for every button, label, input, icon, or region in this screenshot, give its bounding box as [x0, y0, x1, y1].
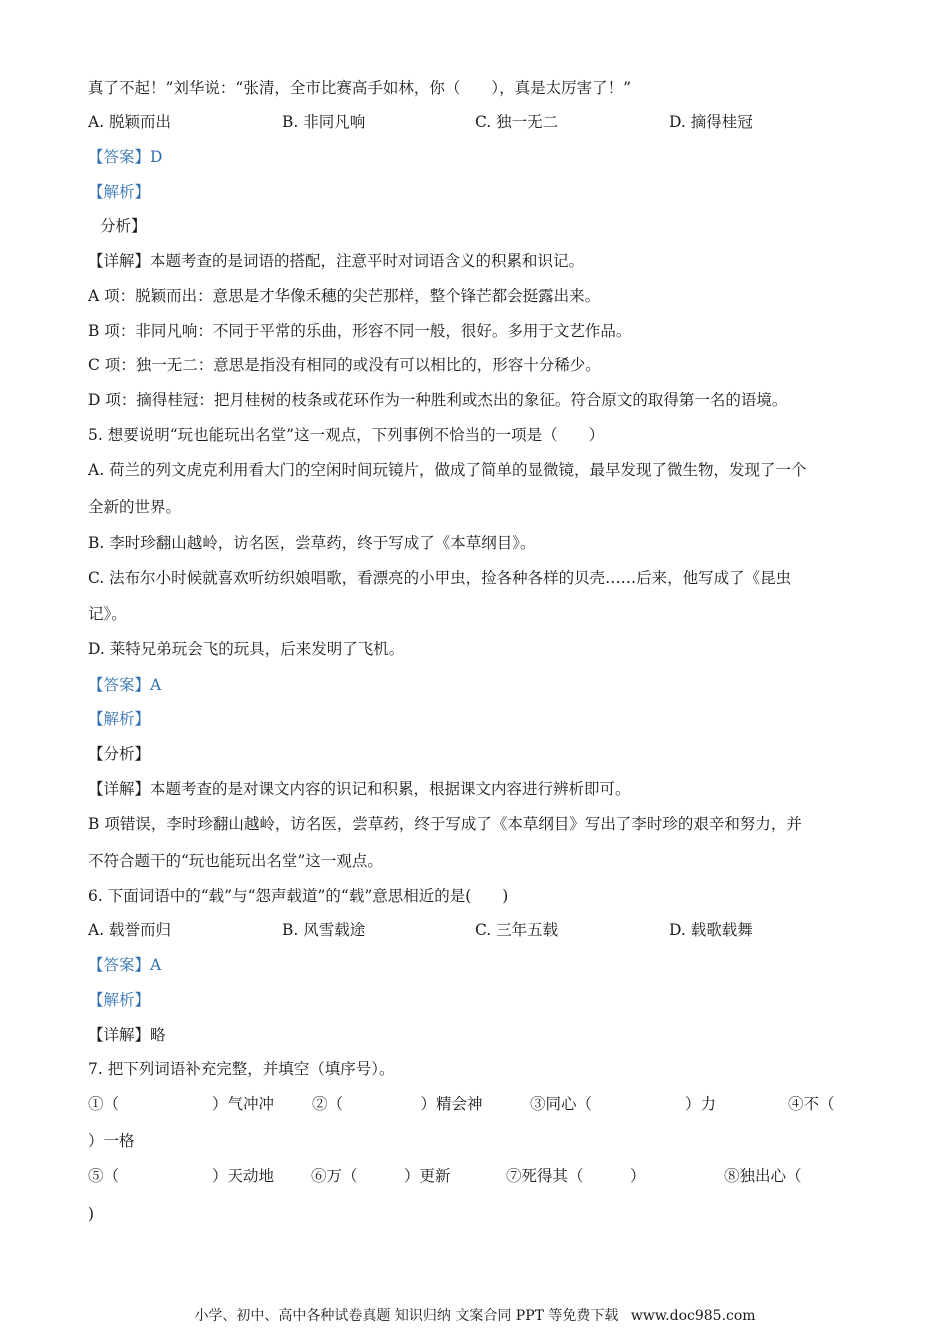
q5-option-b: B. 李时珍翻山越岭，访名医，尝草药，终于写成了《本草纲目》。: [88, 534, 536, 552]
q7-item-7: ⑦死得其（ ）: [506, 1167, 646, 1185]
q5-stem: 5. 想要说明“玩也能玩出名堂”这一观点，下列事例不恰当的一项是（ ）: [88, 426, 605, 444]
q6-detail: 【详解】略: [88, 1026, 166, 1044]
q7-item-4: ④不（: [788, 1095, 835, 1113]
q5-fenxi-heading: 【分析】: [88, 745, 151, 763]
q7-row-1: [88, 1093, 868, 1115]
q5-answer: 【答案】A: [88, 676, 162, 694]
q7-item-2: ②（ ）精会神: [312, 1095, 483, 1113]
footer-text: 小学、初中、高中各种试卷真题 知识归纳 文案合同 PPT 等免费下载: [194, 1308, 619, 1324]
q5-explain-line1: B 项错误，李时珍翻山越岭，访名医，尝草药，终于写成了《本草纲目》写出了李时珍的艰辛和努力，并: [88, 815, 802, 833]
q4-answer: 【答案】D: [88, 148, 163, 166]
q6-stem: 6. 下面词语中的“载”与“怨声载道”的“载”意思相近的是( ): [88, 887, 509, 905]
q5-explain-line2: 不符合题干的“玩也能玩出名堂”这一观点。: [88, 852, 383, 870]
q7-item-3: ③同心（ ）力: [530, 1095, 717, 1113]
q4-explain-c: C 项：独一无二：意思是指没有相同的或没有可以相比的，形容十分稀少。: [88, 356, 601, 374]
q5-analysis-heading: 【解析】: [88, 710, 151, 728]
q6-option-d: D. 载歌载舞: [669, 921, 753, 939]
q7-row-2: [88, 1165, 868, 1187]
q6-option-b: B. 风雪载途: [282, 921, 366, 939]
q4-explain-d: D 项：摘得桂冠：把月桂树的枝条或花环作为一种胜利或杰出的象征。符合原文的取得第一名的语境。: [88, 391, 788, 409]
footer-link[interactable]: www.doc985.com: [630, 1308, 756, 1324]
q7-item-1: ①（ ）气冲冲: [88, 1095, 275, 1113]
q5-option-d: D. 莱特兄弟玩会飞的玩具，后来发明了飞机。: [88, 640, 405, 658]
q4-stem-continuation: 真了不起！”刘华说：“张清，全市比赛高手如林，你（ ），真是太厉害了！”: [88, 79, 632, 97]
q5-option-a-line2: 全新的世界。: [88, 498, 182, 516]
q4-explain-b: B 项：非同凡响：不同于平常的乐曲，形容不同一般，很好。多用于文艺作品。: [88, 322, 632, 340]
q6-answer: 【答案】A: [88, 956, 162, 974]
q4-options: [88, 111, 868, 133]
page-footer: [0, 1306, 950, 1326]
q6-option-a: A. 载誉而归: [88, 921, 172, 939]
q7-item-5: ⑤（ ）天动地: [88, 1167, 275, 1185]
q7-row-2-continuation: ): [88, 1205, 95, 1223]
q4-fenxi-heading: 分析】: [100, 217, 147, 235]
q5-detail: 【详解】本题考查的是对课文内容的识记和积累，根据课文内容进行辨析即可。: [88, 780, 631, 798]
q5-option-c-line2: 记》。: [88, 605, 127, 623]
q6-analysis-heading: 【解析】: [88, 991, 151, 1009]
q5-option-c-line1: C. 法布尔小时候就喜欢听纺织娘唱歌，看漂亮的小甲虫，捡各种各样的贝壳……后来，他写成了《昆虫: [88, 569, 792, 587]
q4-explain-a: A 项：脱颖而出：意思是才华像禾穗的尖芒那样，整个锋芒都会挺露出来。: [88, 287, 601, 305]
q5-option-a-line1: A. 荷兰的列文虎克利用看大门的空闲时间玩镜片，做成了简单的显微镜，最早发现了微生物，发现了一个: [88, 461, 807, 479]
q4-option-d: D. 摘得桂冠: [669, 113, 753, 131]
q4-option-c: C. 独一无二: [475, 113, 559, 131]
q6-options: [88, 919, 868, 941]
q6-option-c: C. 三年五载: [475, 921, 559, 939]
q7-row-1-continuation: ）一格: [88, 1132, 135, 1150]
q4-option-a: A. 脱颖而出: [88, 113, 172, 131]
q4-option-b: B. 非同凡响: [282, 113, 366, 131]
q7-item-8: ⑧独出心（: [724, 1167, 802, 1185]
q7-item-6: ⑥万（ ）更新: [311, 1167, 451, 1185]
q7-stem: 7. 把下列词语补充完整，并填空（填序号）。: [88, 1060, 395, 1078]
q4-detail: 【详解】本题考查的是词语的搭配，注意平时对词语含义的积累和识记。: [88, 252, 585, 270]
q4-analysis-heading: 【解析】: [88, 183, 151, 201]
